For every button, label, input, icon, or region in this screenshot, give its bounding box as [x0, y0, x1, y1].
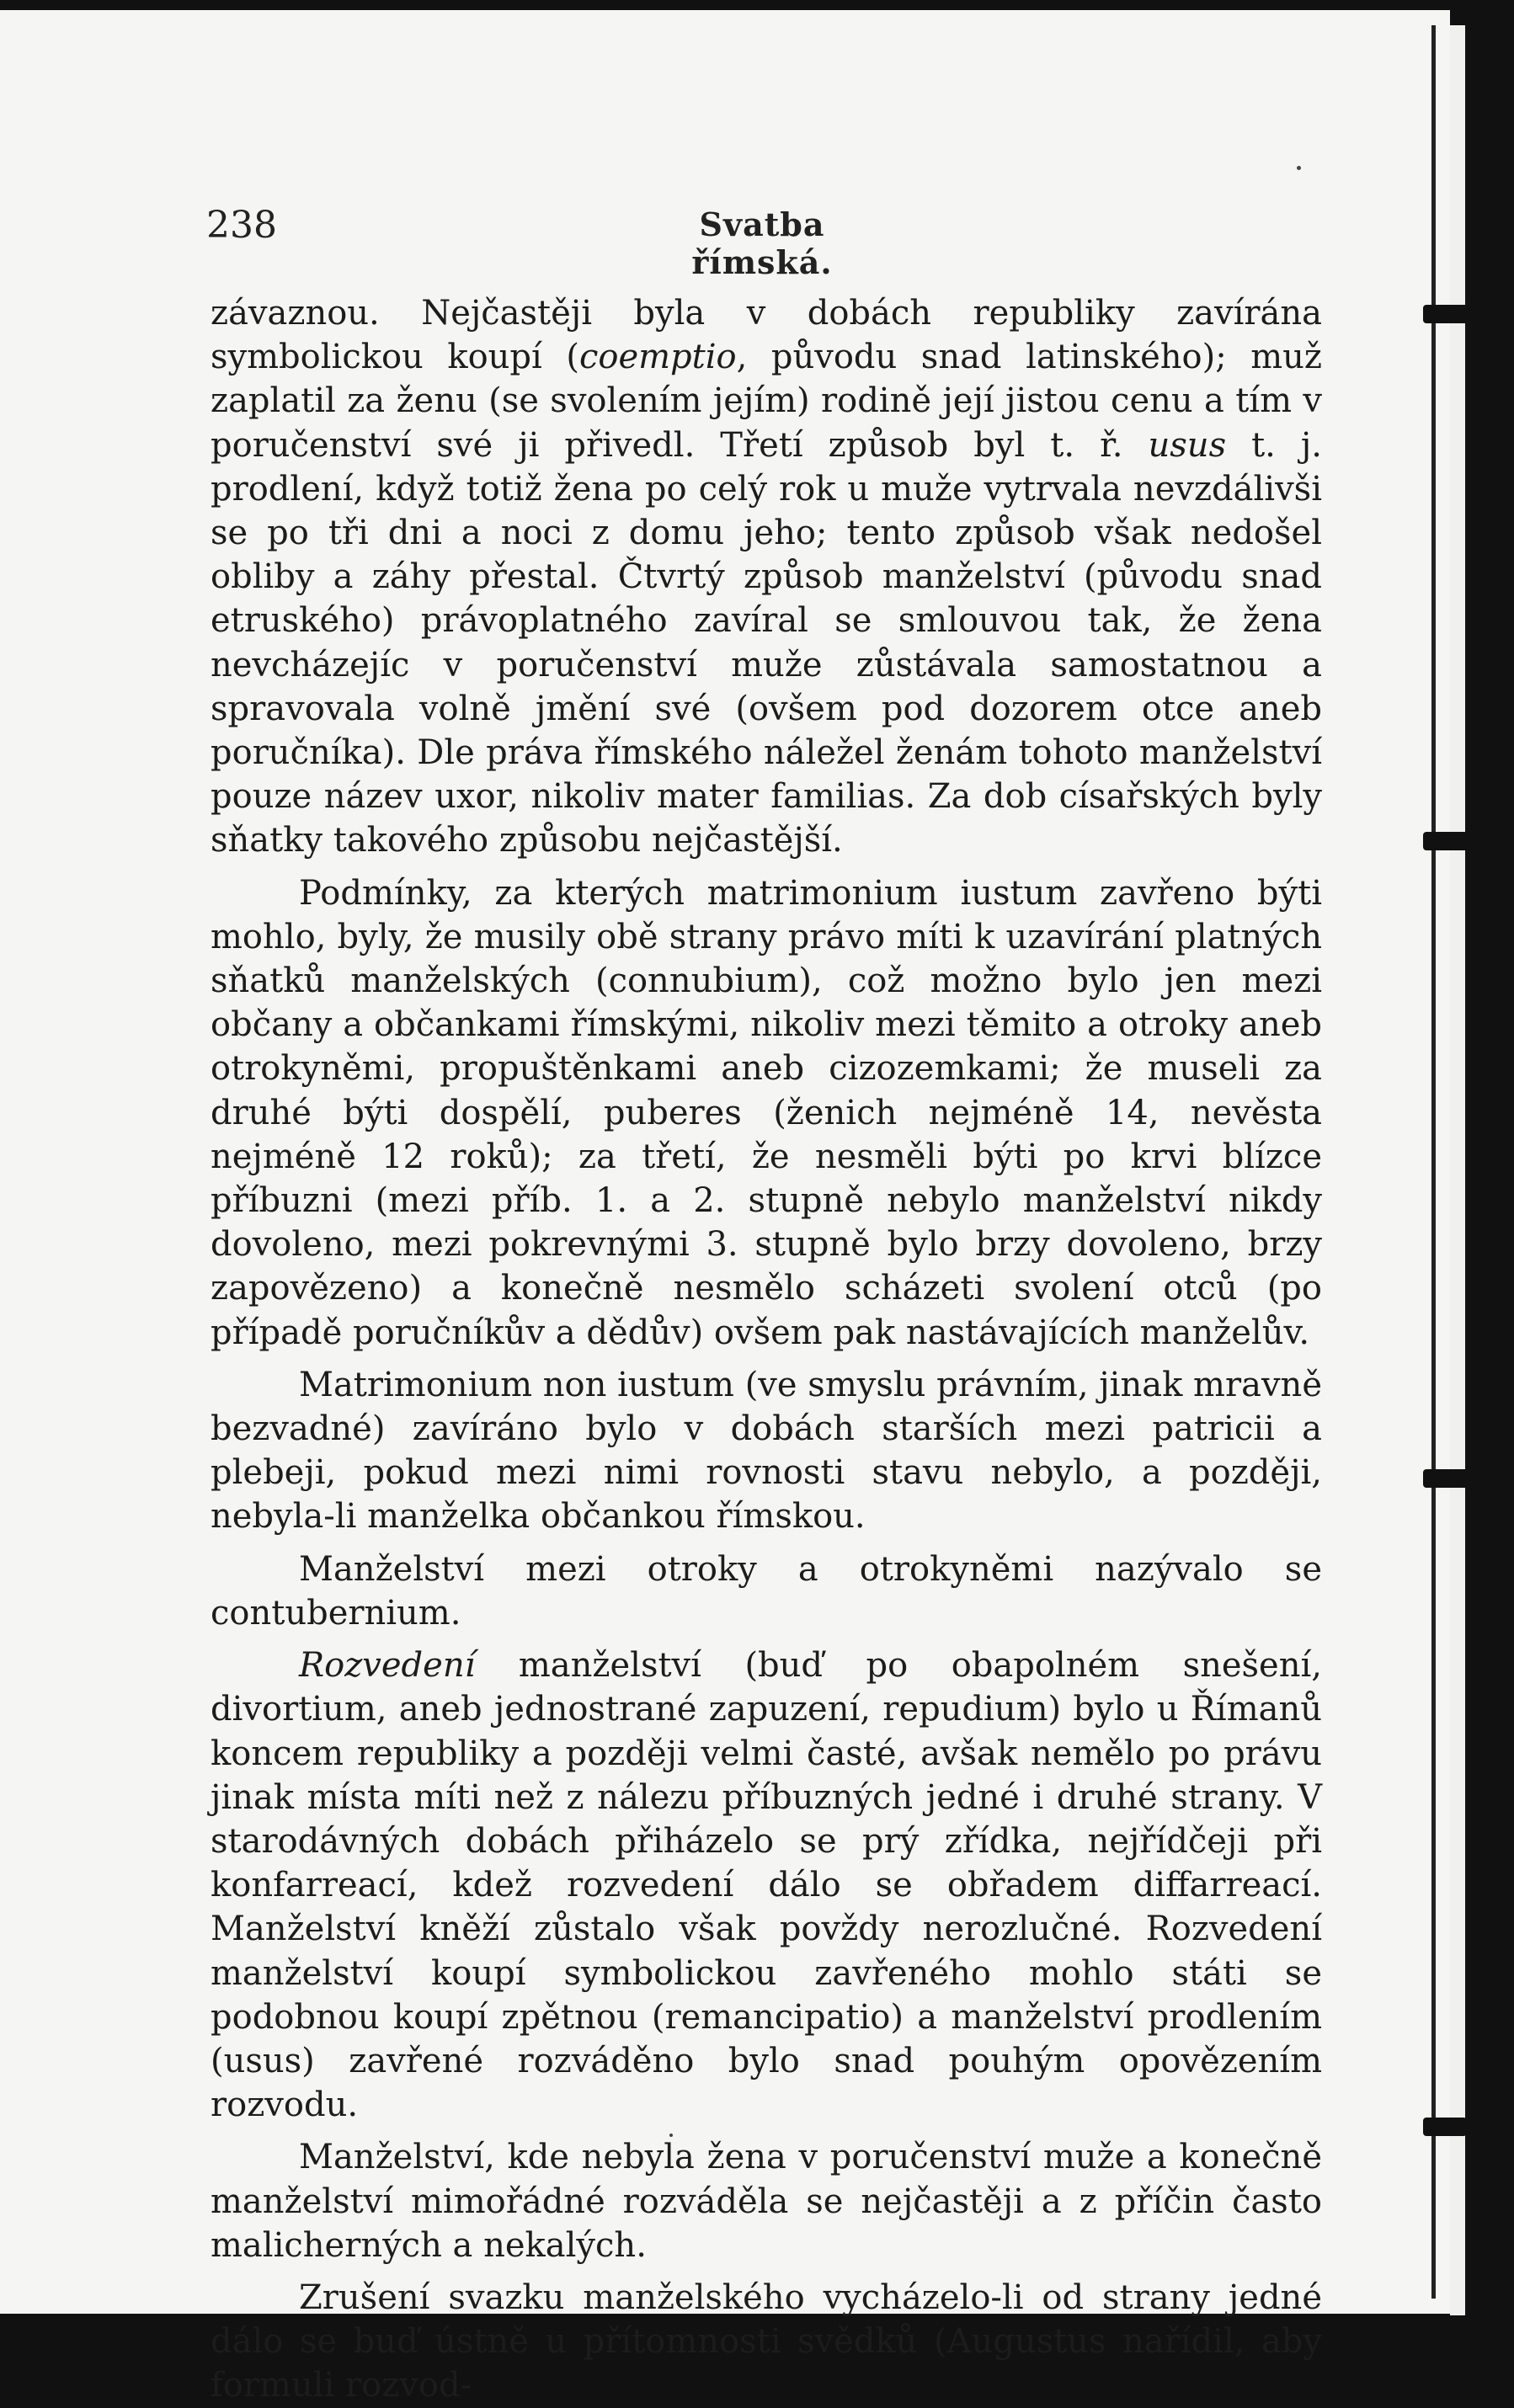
text-run: , původu snad latinského); muž zaplatil za ženu (se svolením jejím) rodině její jistou cenu a tím v poručenství své ji přivedl. Třetí způsob byl t. ř.	[211, 338, 1322, 465]
facing-page-edge	[1450, 25, 1465, 2315]
text-run: Podmínky, za kterých matrimonium iustum zavřeno býti mohlo, byly, že musily obě strany právo míti k uzavírání platných sňatků manželských (connubium), což možno bylo jen mezi občany a občankami římskými, nikoliv mezi těmito a otroky aneb otrokyněmi, propuštěnkami aneb cizozemkami; že museli za druhé býti dospělí, puberes (ženich nejméně 14, nevěsta nejméně 12 roků); za třetí, že nesměli býti po krvi blízce příbuzni (mezi příb. 1. a 2. stupně nebylo manželství nikdy dovoleno, mezi pokrevnými 3. stupně bylo brzy dovoleno, brzy zapovězeno) a konečně nesmělo scházeti svolení otců (po případě poručníkův a dědův) ovšem pak nastávajících manželův.	[211, 873, 1322, 1352]
binding-tab	[1423, 2118, 1467, 2136]
binding-tab	[1423, 305, 1469, 323]
italic-term: Rozvedení	[299, 1646, 476, 1686]
body-text	[211, 291, 1322, 2408]
paper-speck	[669, 2134, 673, 2137]
page-number: 238	[206, 204, 277, 247]
italic-term: usus	[1148, 425, 1227, 465]
page-header	[206, 204, 1318, 281]
paragraph	[211, 2135, 1322, 2267]
text-run: manželství (buď po obapolném snešení, divortium, aneb jednostrané zapuzení, repudium) bylo u Římanů koncem republiky a později velmi časté, avšak nemělo po právu jinak místa míti než z nálezu příbuzných jedné i druhé strany. V starodávných dobách přiházelo se prý zřídka, nejřídčeji při konfarreací, kdež rozvedení dálo se obřadem diffarreací. Manželství kněží zůstalo však povždy nerozlučné. Rozvedení manželství koupí symbolickou zavřeného mohlo státi se podobnou koupí zpětnou (remancipatio) a manželství prodlením (usus) zavřené rozváděno bylo snad pouhým opovězením rozvodu.	[211, 1646, 1322, 2125]
binding-tab	[1423, 1469, 1469, 1488]
paragraph	[211, 1548, 1322, 1635]
book-page	[0, 10, 1450, 2405]
paragraph	[211, 871, 1322, 1355]
paper-speck	[1297, 166, 1301, 170]
running-title: Svatba římská.	[691, 205, 833, 281]
text-run: Manželství mezi otroky a otrokyněmi nazývalo se contubernium.	[211, 1549, 1322, 1633]
text-run: Zrušení svazku manželského vycházelo-li od strany jedné dálo se buď ústně u přítomnosti svědků (Augustus nařídil, aby formuli rozvod-	[211, 2277, 1322, 2405]
text-run: závaznou. Nejčastěji byla v dobách republiky zavírána symbolickou koupí (	[211, 294, 1322, 377]
paragraph	[211, 2276, 1322, 2408]
binding-tab	[1423, 832, 1474, 850]
paragraph	[211, 1363, 1322, 1539]
binding-gutter	[1431, 25, 1436, 2299]
text-run: Manželství, kde nebyla žena v poručenství muže a konečně manželství mimořádné rozváděla se nejčastěji a z příčin často malicherných a nekalých.	[211, 2138, 1322, 2265]
paragraph	[211, 291, 1322, 863]
text-run: t. j. prodlení, když totiž žena po celý rok u muže vytrvala nevzdálivši se po tři dni a noci z domu jeho; tento způsob však nedošel obliby a záhy přestal. Čtvrtý způsob manželství (původu snad etruského) právoplatného zavíral se smlouvou tak, že žena nevcházejíc v poručenství muže zůstávala samostatnou a spravovala volně jmění své (ovšem pod dozorem otce aneb poručníka). Dle práva římského náležel ženám tohoto manželství pouze název uxor, nikoliv mater familias. Za dob císařských byly sňatky takového způsobu nejčastější.	[211, 425, 1322, 860]
text-run: Matrimonium non iustum (ve smyslu právním, jinak mravně bezvadné) zavíráno bylo v dobách starších mezi patricii a plebeji, pokud mezi nimi rovnosti stavu nebylo, a později, nebyla-li manželka občankou římskou.	[211, 1365, 1322, 1537]
italic-term: coemptio	[578, 338, 737, 377]
paragraph	[211, 1644, 1322, 2127]
